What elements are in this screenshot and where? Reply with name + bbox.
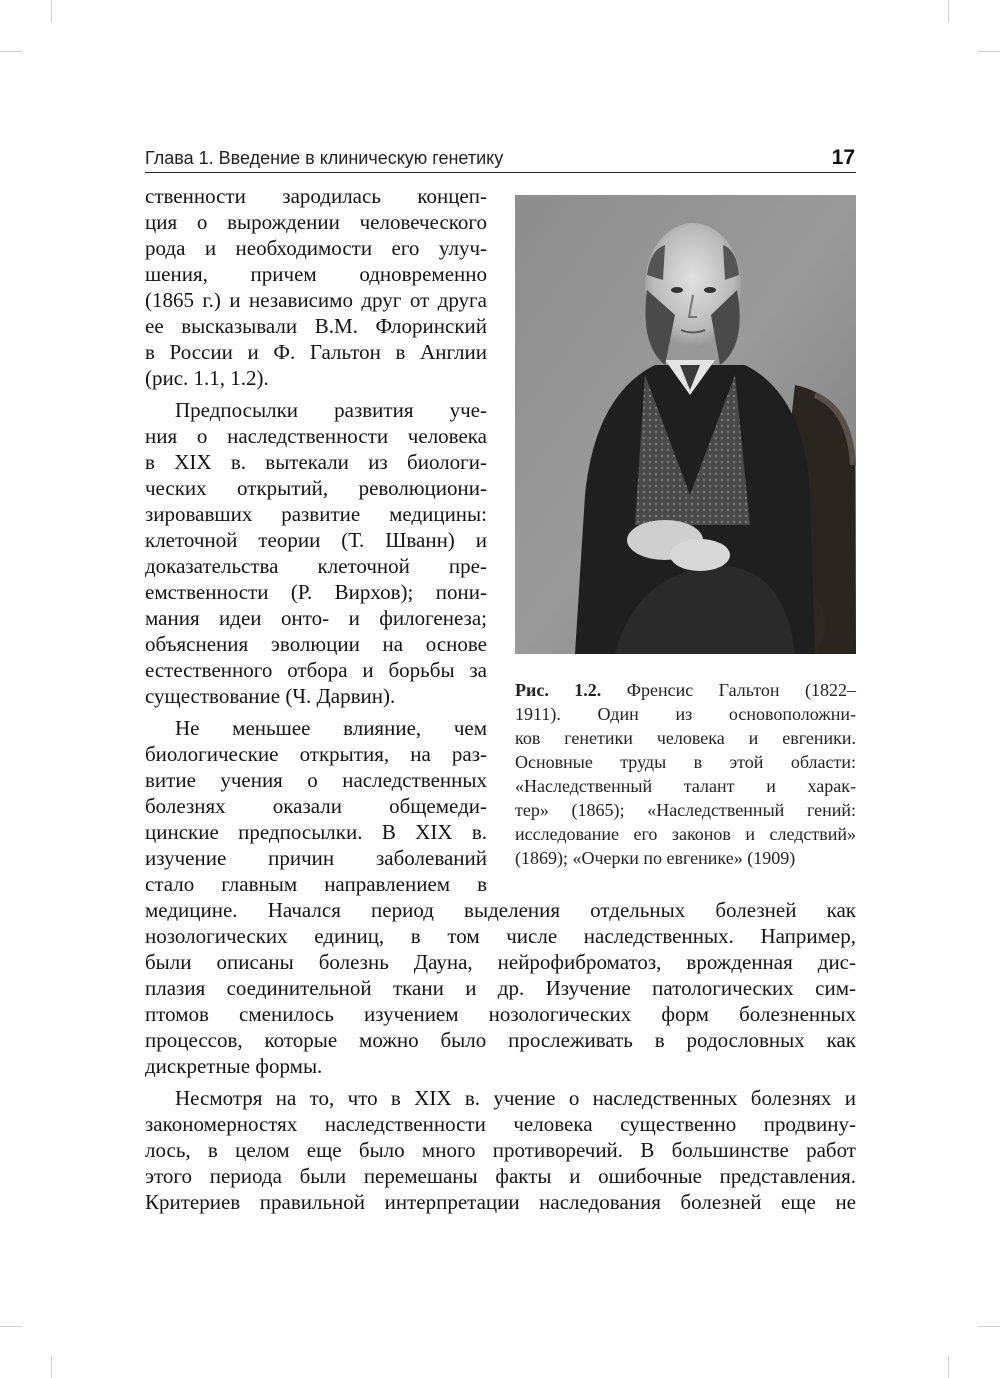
paragraph [145,897,856,1079]
crop-mark [0,1326,22,1327]
caption-line [515,678,856,702]
text-column-full [145,897,856,1215]
portrait-photo [515,195,856,654]
text-line: шения, причем одновременно [145,262,487,286]
header-rule [145,172,856,173]
text-line: (1865 г.) и независимо друг от друга [145,288,487,312]
caption-text: Френсис Гальтон (1822– [626,680,856,700]
text-line: были описаны болезнь Дауна, нейрофиброматоз, врожденная дис- [145,950,856,974]
text-line: процессов, которые можно было прослеживать в родословных как [145,1028,856,1052]
chapter-title: Глава 1. Введение в клиническую генетику [145,148,504,168]
crop-mark [948,0,949,22]
text-line: Не меньшее влияние, чем [175,716,487,740]
text-line: медицине. Начался период выделения отдельных болезней как [145,898,856,922]
text-line: емственности (Р. Вирхов); пони- [145,580,487,604]
paragraph [145,183,487,391]
text-line: нозологических единиц, в том числе наследственных. Например, [145,924,856,948]
caption-label: Рис. 1.2. [515,680,602,700]
crop-mark [978,51,1000,52]
caption-line: «Наследственный талант и харак- [515,776,856,796]
text-line: в XIX в. вытекали из биологи- [145,450,487,474]
text-line: Несмотря на то, что в XIX в. учение о наследственных болезнях и [175,1086,856,1110]
text-line: клеточной теории (Т. Шванн) и [145,528,487,552]
paragraph [145,397,487,709]
text-line: ственности зародилась концеп- [145,184,487,208]
text-line: изучение причин заболеваний [145,846,487,870]
text-line: биологические открытия, на раз- [145,742,487,766]
text-line: ческих открытий, революциони- [145,476,487,500]
caption-line: (1869); «Очерки по евгенике» (1909) [515,848,796,868]
text-line: Предпосылки развития уче- [175,398,487,422]
running-header [145,145,855,171]
text-line: лось, в целом еще было много противоречий. В большинстве работ [145,1138,856,1162]
text-line: в России и Ф. Гальтон в Англии [145,340,487,364]
text-line: Критериев правильной интерпретации наследования болезней еще не [145,1190,856,1214]
text-line: плазия соединительной ткани и др. Изучение патологических сим- [145,976,856,1000]
text-line: рода и необходимости его улуч- [145,236,487,260]
text-line: закономерностях наследственности человека существенно продвину- [145,1112,856,1136]
paragraph [145,715,487,897]
text-line: цинские предпосылки. В XIX в. [145,820,487,844]
text-line: дискретные формы. [145,1054,323,1078]
crop-mark [51,0,52,22]
figure-caption [515,678,856,870]
text-line: доказательства клеточной пре- [145,554,487,578]
crop-mark [0,51,22,52]
text-line: витие учения о наследственных [145,768,487,792]
text-line: стало главным направлением в [145,872,487,896]
text-line: ция о вырождении человеческого [145,210,487,234]
caption-line: 1911). Один из основоположни- [515,704,856,724]
text-line: ее высказывали В.М. Флоринский [145,314,487,338]
text-line: ния о наследственности человека [145,424,487,448]
paragraph [145,1085,856,1215]
text-line: зировавших развитие медицины: [145,502,487,526]
text-line: объяснения эволюции на основе [145,632,487,656]
caption-line: тер» (1865); «Наследственный гений: [515,800,856,820]
caption-line: ков генетики человека и евгеники. [515,728,856,748]
text-line: (рис. 1.1, 1.2). [145,366,269,390]
text-line: существование (Ч. Дарвин). [145,684,396,708]
text-line: болезнях оказали общемеди- [145,794,487,818]
crop-mark [978,1326,1000,1327]
caption-line: исследование его законов и следствий» [515,824,856,844]
crop-mark [948,1356,949,1378]
text-line: мания идеи онто- и филогенеза; [145,606,487,630]
text-line: этого периода были перемешаны факты и ошибочные представления. [145,1164,856,1188]
text-column-narrow [145,183,487,897]
page-number: 17 [831,146,855,169]
caption-line: Основные труды в этой области: [515,752,856,772]
crop-mark [51,1356,52,1378]
text-line: естественного отбора и борьбы за [145,658,487,682]
portrait-illustration [515,195,856,654]
text-line: птомов сменилось изучением нозологических форм болезненных [145,1002,856,1026]
